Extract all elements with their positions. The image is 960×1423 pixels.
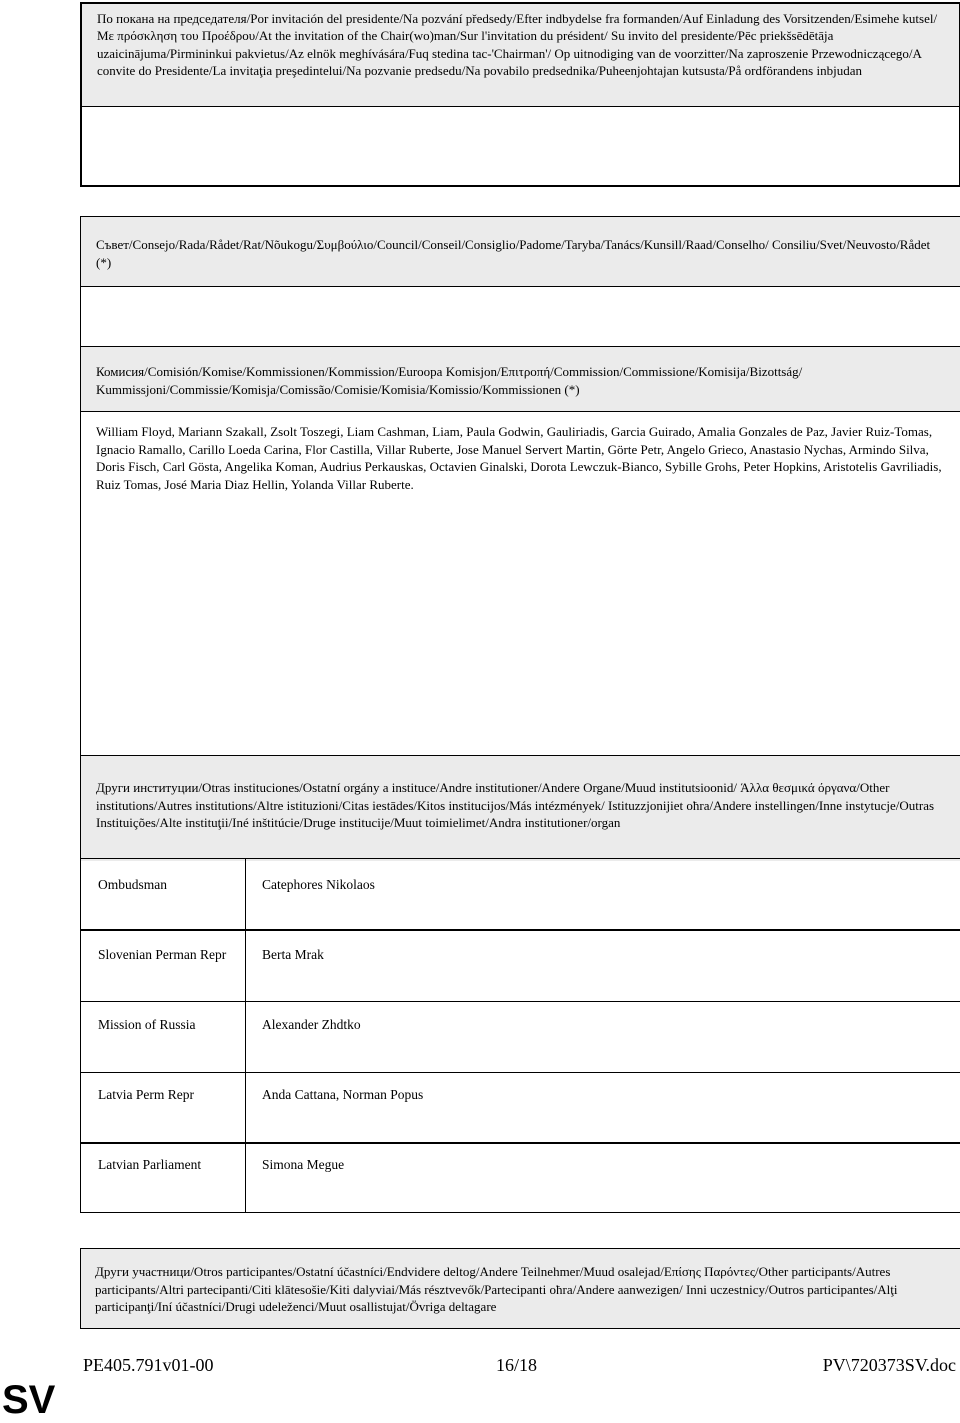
names-cell: Anda Cattana, Norman Popus bbox=[262, 1087, 424, 1102]
institution-row bbox=[80, 1001, 960, 1073]
institution-row bbox=[80, 858, 960, 930]
organisation-cell: Mission of Russia bbox=[98, 1017, 196, 1032]
commission-header-band bbox=[81, 346, 960, 412]
other-participants-box bbox=[80, 1248, 960, 1329]
document-reference: PE405.791v01-00 bbox=[83, 1355, 214, 1375]
row-divider bbox=[245, 1073, 246, 1143]
row-divider bbox=[245, 1143, 246, 1212]
council-header-band bbox=[81, 217, 960, 287]
organisation-cell: Slovenian Perman Repr bbox=[98, 947, 227, 962]
other-institutions-band bbox=[81, 755, 960, 861]
commission-names: William Floyd, Mariann Szakall, Zsolt Toszegi, Liam Cashman, Liam, Paula Godwin, Gauliriadis, Garcia Guirado, Amalia Gonzales de Paz, Javier Ruiz-Tomas, Ignacio Ramallo, Carillo Loeda Carina, Flor Castilla, Villar Ruberte, Jose Manuel Servert Martin, Görte Petr, Angelo Grieco, Anastasio Nychas, Armindo Silva, Doris Fisch, Carl Gösta, Angelika Koman, Audrius Perkauskas, Octavien Ginalski, Dorota Lewczuk-Bianco, Sybille Grohs, Peter Hopkins, Aristotelis Gavriliadis, Ruiz Tomas, José Maria Diaz Hellin, Yolanda Villar Ruberte. bbox=[96, 424, 942, 492]
other-participants-band bbox=[81, 1249, 960, 1328]
language-code: SV bbox=[2, 1378, 56, 1422]
row-divider bbox=[245, 859, 246, 929]
organisation-cell: Latvia Perm Repr bbox=[98, 1087, 194, 1102]
row-divider bbox=[245, 1002, 246, 1072]
council-header: Съвет/Consejo/Rada/Rådet/Rat/Nõukogu/Συμβούλιο/Council/Conseil/Consiglio/Padome/Taryba/Tanács/Kunsill/Raad/Conselho/ Consiliu/Svet/Neuvosto/Rådet (*) bbox=[96, 237, 931, 270]
institution-row bbox=[80, 930, 960, 1002]
names-cell: Catephores Nikolaos bbox=[262, 877, 375, 892]
invitation-box bbox=[80, 2, 960, 187]
commission-header: Комисия/Comisión/Komise/Kommissionen/Kommission/Euroopa Komisjon/Επιτροπή/Commission/Commissione/Komisija/Bizottság/ Kummissjoni/Commissie/Komisja/Comissão/Comisie/Komisia/Komissio/Kommissionen (*) bbox=[96, 364, 803, 397]
file-name: PV\720373SV.doc bbox=[822, 1355, 956, 1375]
names-cell: Simona Megue bbox=[262, 1157, 345, 1172]
organisation-cell: Ombudsman bbox=[98, 877, 167, 892]
main-box bbox=[80, 216, 960, 861]
institution-row bbox=[80, 1142, 960, 1213]
institution-row bbox=[80, 1072, 960, 1144]
invitation-header: По покана на председателя/Por invitación del presidente/Na pozvání předsedy/Efter indbydelse fra formanden/Auf Einladung des Vorsitzenden/Esimehe kutsel/Με πρόσκληση του Προέδρου/At the invitation of the Chair(wo)man/Sur l'invitation du président/ Su invito del presidente/Pēc priekšsēdētāja uzaicinājuma/Pirmininkui pakvietus/Az elnök meghívására/Fuq stedina tac-'Chairman'/ Op uitnodiging van de voorzitter/Na zaproszenie Przewodniczącego/A convite do Presidente/La invitaţia preşedintelui/Na pozvanie predsedu/Na povabilo predsednika/Puheenjohtajan kutsusta/På ordförandens inbjudan bbox=[82, 4, 959, 107]
organisation-cell: Latvian Parliament bbox=[98, 1157, 202, 1172]
other-institutions-header: Други институции/Otras instituciones/Ostatní orgány a instituce/Andre institutioner/Andere Organe/Muud institutsioonid/ Άλλα θεσμικά όργανα/Other institutions/Autres institutions/Altre istituzioni/Citas iestādes/Kitos institucijos/Más intézmények/ Istituzzjonijiet oħra/Andere instellingen/Inne instytucje/Outras Instituições/Alte instituţii/Iné inštitúcie/Druge institucije/Muut toimielimet/Andra institutioner/organ bbox=[96, 780, 935, 831]
names-cell: Alexander Zhdtko bbox=[262, 1017, 361, 1032]
page-number: 16/18 bbox=[496, 1355, 538, 1375]
names-cell: Berta Mrak bbox=[262, 947, 324, 962]
row-divider bbox=[245, 931, 246, 1001]
other-participants-header: Други участници/Otros participantes/Ostatní účastníci/Endvidere deltog/Andere Teilnehmer/Muud osalejad/Επίσης Παρόντες/Other participants/Autres participants/Altri partecipanti/Citi klātesošie/Kiti dalyviai/Más résztvevők/Partecipanti oħra/Andere aanwezigen/ Inni uczestnicy/Outros participantes/Alţi participanţi/Iní účastníci/Drugi udeleženci/Muut osallistujat/Övriga deltagare bbox=[95, 1264, 898, 1315]
